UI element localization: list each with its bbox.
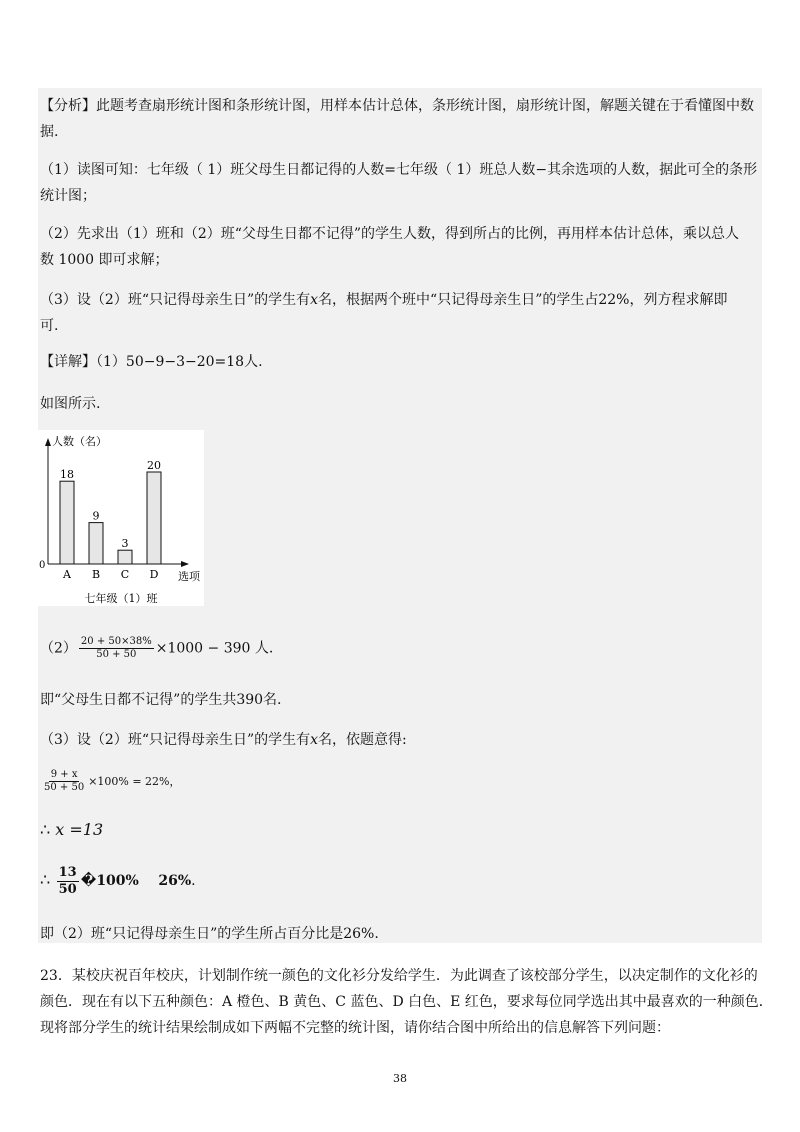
bar-A	[60, 481, 74, 564]
analysis-p3-c: 可.	[40, 318, 59, 334]
x-axis-label: 选项	[178, 570, 200, 583]
x-tick-A: A	[63, 568, 71, 581]
therefore-symbol-1: ∴	[40, 820, 51, 839]
detail-part1	[40, 352, 263, 372]
analysis-p3-text-a: （3）设（2）班“只记得母亲生日”的学生有	[40, 292, 311, 308]
part3-label: （3）设（2）班“只记得母亲生日”的学生有	[40, 732, 311, 748]
percent-line	[40, 862, 196, 899]
bar-chart-svg	[38, 430, 204, 606]
part2-tail: ×1000 − 390 人.	[155, 640, 274, 657]
final-conclusion: 即（2）班“只记得母亲生日”的学生所占百分比是26%.	[40, 926, 379, 942]
analysis-p2-a: （2）先求出（1）班和（2）班“父母生日都不记得”的学生人数，得到所占的比例，再用样本估计总体，乘以总人	[40, 226, 740, 242]
bar-D	[147, 472, 161, 564]
detail-label: 【详解】	[40, 354, 96, 370]
bar-chart	[38, 430, 204, 606]
therefore-symbol-2: ∴	[40, 870, 51, 889]
bar-value-A: 18	[60, 468, 74, 482]
bar-B	[89, 523, 103, 564]
question23-line-2: 颜色．现在有以下五种颜色：A 橙色、B 黄色、C 蓝色、D 白色、E 红色，要求每位同学选出其中最喜欢的一种颜色．	[40, 994, 773, 1010]
chart-title: 七年级（1）班	[84, 592, 158, 605]
part2-denominator: 50 + 50	[96, 649, 137, 660]
solution-line	[40, 820, 103, 840]
origin-label: 0	[39, 560, 46, 571]
analysis-p2-b: 数 1000 即可求解；	[40, 252, 169, 268]
detail-part1-text: （1）50−9−3−20=18人.	[96, 354, 263, 370]
detail-part3	[40, 730, 407, 750]
part2-conclusion: 即“父母生日都不记得”的学生共390名.	[40, 692, 282, 708]
bar-value-B: 9	[92, 509, 100, 523]
equation-numerator: 9 + x	[50, 768, 78, 780]
percent-dot: .	[191, 873, 196, 889]
part2-label: （2）	[40, 640, 77, 657]
analysis-line-1: 【分析】此题考查扇形统计图和条形统计图，用样本估计总体，条形统计图，扇形统计图，解题关键在于看懂图中数	[40, 98, 754, 114]
equation-denominator: 50 + 50	[44, 781, 85, 793]
bar-value-C: 3	[121, 537, 129, 551]
bar-value-D: 20	[147, 459, 161, 472]
equation-tail: ×100% = 22%，	[88, 775, 181, 788]
part3-tail: 名，依题意得:	[318, 732, 407, 748]
bar-C	[118, 550, 132, 564]
page-number: 38	[393, 1072, 407, 1085]
analysis-p1-b: 统计图；	[40, 188, 96, 204]
solution-value: x =13	[55, 820, 104, 839]
x-tick-D: D	[149, 568, 159, 581]
x-tick-C: C	[120, 568, 130, 581]
part2-numerator: 20 + 50×38%	[80, 636, 152, 647]
equation-fraction	[42, 769, 86, 794]
percent-fraction	[57, 865, 79, 898]
detail-part2	[40, 636, 273, 661]
analysis-line-1b: 据.	[40, 124, 59, 140]
part3-var: x	[310, 732, 319, 748]
y-axis-label: 人数（名）	[52, 435, 107, 448]
y-axis-arrow	[45, 438, 51, 446]
analysis-p3-a	[40, 290, 727, 310]
detail-as-shown: 如图所示.	[40, 396, 101, 412]
analysis-p3-var: x	[310, 292, 319, 308]
percent-numerator: 13	[58, 864, 77, 880]
question23-line-1: 23．某校庆祝百年校庆，计划制作统一颜色的文化衫分发给学生．为此调查了该校部分学生，以决定制作的文化衫的	[40, 968, 758, 984]
analysis-p1-a: （1）读图可知：七年级（ 1）班父母生日都记得的人数=七年级（ 1）班总人数−其余选项的人数，据此可全的条形	[40, 162, 758, 178]
equation	[40, 766, 181, 797]
question23-line-3: 现将部分学生的统计结果绘制成如下两幅不完整的统计图，请你结合图中所给出的信息解答下列问题：	[40, 1020, 670, 1036]
x-axis-arrow	[181, 561, 189, 567]
percent-denominator: 50	[58, 881, 77, 897]
analysis-p3-text-b: 名，根据两个班中“只记得母亲生日”的学生占22%，列方程求解即	[318, 292, 728, 308]
x-tick-B: B	[91, 568, 101, 581]
part2-fraction	[79, 636, 154, 661]
percent-tail: �100% 26%	[80, 873, 192, 889]
